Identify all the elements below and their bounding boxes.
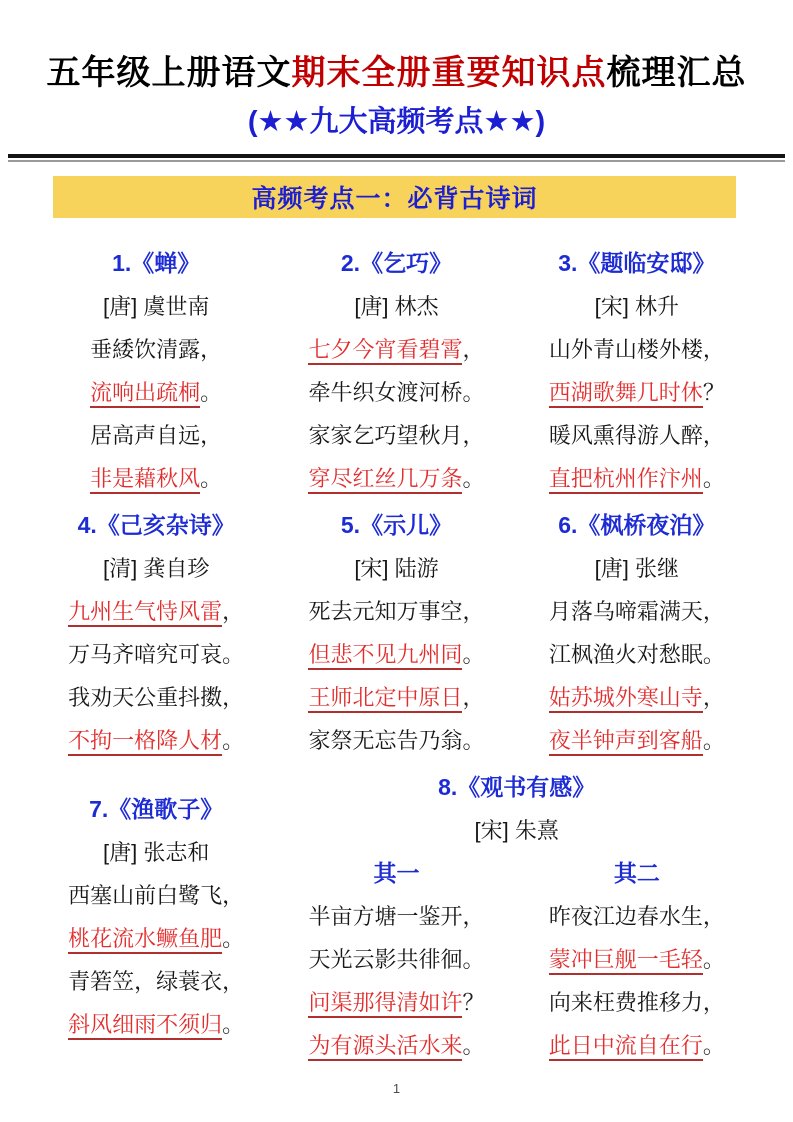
poem8-parts: [282, 852, 751, 1067]
poem-line: 我劝天公重抖擞，: [68, 685, 245, 710]
page-subtitle: (★★九大高频考点★★): [247, 106, 546, 138]
highlight-text: 桃花流水鳜鱼肥: [68, 926, 222, 954]
poem-line-highlight: [523, 719, 751, 762]
poem-title: 3.《题临安邸》: [558, 250, 716, 276]
highlight-text: 西湖歌舞几时休: [549, 380, 703, 408]
poem-line-highlight: [42, 917, 270, 960]
line-punctuation: 。: [702, 947, 725, 972]
highlight-text: 非是藉秋风: [90, 466, 200, 494]
line-punctuation: 。: [462, 466, 485, 491]
page-title: [0, 50, 793, 98]
page-number: 1: [392, 1081, 401, 1096]
poem-card: [523, 242, 751, 500]
poem-line: 死去元知万事空，: [308, 599, 485, 624]
highlight-text: 但悲不见九州同: [308, 642, 462, 670]
line-punctuation: 。: [702, 1033, 725, 1058]
poem-line-highlight: [523, 676, 751, 719]
poem-line: 江枫渔火对愁眠。: [548, 642, 725, 667]
line-punctuation: 。: [702, 728, 725, 753]
poem-title: 2.《乞巧》: [340, 250, 453, 276]
divider-thick-line: [8, 154, 785, 158]
poem-line-highlight: [282, 328, 510, 371]
section-banner-label: 高频考点一：必背古诗词: [251, 185, 538, 213]
line-punctuation: 。: [462, 1033, 485, 1058]
poem-line-highlight: [523, 457, 751, 500]
poem-line-highlight: [282, 676, 510, 719]
poem8-part-label: 其一: [373, 860, 420, 886]
poem-card: [42, 242, 270, 500]
poem-title: 8.《观书有感》: [438, 774, 596, 800]
poem-card: [282, 242, 510, 500]
highlight-text: 七夕今宵看碧霄: [308, 337, 462, 365]
poem-title: 4.《己亥杂诗》: [77, 512, 235, 538]
poem-line-highlight: [523, 1024, 751, 1067]
poem-card: [282, 504, 510, 762]
line-punctuation: ，: [702, 685, 725, 710]
highlight-text: 直把杭州作汴州: [549, 466, 703, 494]
poem-line-highlight: [523, 938, 751, 981]
line-punctuation: 。: [222, 925, 245, 951]
poem-grid: [42, 242, 751, 1067]
poem-line: 月落乌啼霜满天，: [548, 599, 725, 624]
line-punctuation: 。: [702, 466, 725, 491]
title-segment-black-2: 梳理汇总: [606, 55, 747, 92]
poem-author: [宋] 朱熹: [474, 818, 559, 843]
poem-line-highlight: [42, 1003, 270, 1046]
poem-line-highlight: [282, 981, 510, 1024]
poem-card: [523, 504, 751, 762]
highlight-text: 斜风细雨不须归: [68, 1012, 222, 1040]
line-punctuation: ，: [462, 337, 485, 362]
poem-line: 半亩方塘一鉴开，: [308, 904, 485, 929]
poem-author: [宋] 林升: [594, 294, 679, 319]
poem-line-highlight: [523, 371, 751, 414]
line-punctuation: ，: [462, 685, 485, 710]
line-punctuation: 。: [222, 1011, 245, 1037]
line-punctuation: ？: [702, 380, 725, 405]
poem-author: [唐] 林杰: [354, 294, 439, 319]
poem-author: [唐] 张志和: [102, 839, 210, 865]
poem8-part: [523, 852, 751, 1067]
poem-line: 垂緌饮清露，: [90, 337, 223, 362]
poem-line-highlight: [282, 1024, 510, 1067]
poem-line: 天光云影共徘徊。: [308, 947, 485, 972]
poem-card: [42, 788, 270, 1046]
highlight-text: 此日中流自在行: [549, 1033, 703, 1061]
poem-line: 家家乞巧望秋月，: [308, 423, 485, 448]
poem-line: 山外青山楼外楼，: [548, 337, 725, 362]
poem-line: 万马齐喑究可哀。: [68, 642, 245, 667]
poem-author: [清] 龚自珍: [102, 556, 210, 581]
highlight-text: 为有源头活水来: [308, 1033, 462, 1061]
title-segment-red: 期末全册重要知识点: [291, 55, 607, 92]
poem-line-highlight: [42, 371, 270, 414]
line-punctuation: ？: [462, 990, 485, 1015]
line-punctuation: 。: [222, 728, 245, 753]
poem-author: [唐] 虞世南: [102, 294, 210, 319]
line-punctuation: ，: [222, 599, 245, 624]
poem-author: [唐] 张继: [594, 556, 679, 581]
highlight-text: 夜半钟声到客船: [549, 728, 703, 756]
poem-line: 青箬笠，绿蓑衣，: [68, 968, 245, 994]
poem-title: 5.《示儿》: [340, 512, 453, 538]
line-punctuation: 。: [200, 466, 223, 491]
poem-card-observations: [282, 766, 751, 1067]
poem-card: [42, 504, 270, 762]
poem8-part: [282, 852, 510, 1067]
highlight-text: 姑苏城外寒山寺: [549, 685, 703, 713]
highlight-text: 九州生气恃风雷: [68, 599, 222, 627]
poem-line: 居高声自远，: [90, 423, 223, 448]
poem-line: 昨夜江边春水生，: [548, 904, 725, 929]
highlight-text: 不拘一格降人材: [68, 728, 222, 756]
poem-author: [宋] 陆游: [354, 556, 439, 581]
poem-line: 向来枉费推移力，: [548, 990, 725, 1015]
poem-title: 7.《渔歌子》: [89, 795, 224, 822]
poem-line-highlight: [282, 633, 510, 676]
divider-thin-line: [8, 160, 785, 162]
title-segment-black-1: 五年级上册语文: [46, 55, 292, 92]
line-punctuation: 。: [200, 380, 223, 405]
highlight-text: 蒙冲巨舰一毛轻: [549, 947, 703, 975]
section-banner: [53, 176, 736, 218]
poem-title: 6.《枫桥夜泊》: [558, 512, 716, 538]
poem-line: 家祭无忘告乃翁。: [308, 728, 485, 753]
highlight-text: 问渠那得清如许: [308, 990, 462, 1018]
highlight-text: 流响出疏桐: [90, 380, 200, 408]
poem-line: 暖风熏得游人醉，: [548, 423, 725, 448]
highlight-text: 王师北定中原日: [308, 685, 462, 713]
poem-line-highlight: [42, 457, 270, 500]
poem-line-highlight: [42, 590, 270, 633]
poem-line: 牵牛织女渡河桥。: [308, 380, 485, 405]
poem-title: 1.《蝉》: [112, 250, 201, 276]
line-punctuation: 。: [462, 642, 485, 667]
poem-line-highlight: [42, 719, 270, 762]
highlight-text: 穿尽红丝几万条: [308, 466, 462, 494]
poem8-part-label: 其二: [613, 860, 660, 886]
poem-line: 西塞山前白鹭飞，: [68, 882, 245, 908]
poem-line-highlight: [282, 457, 510, 500]
